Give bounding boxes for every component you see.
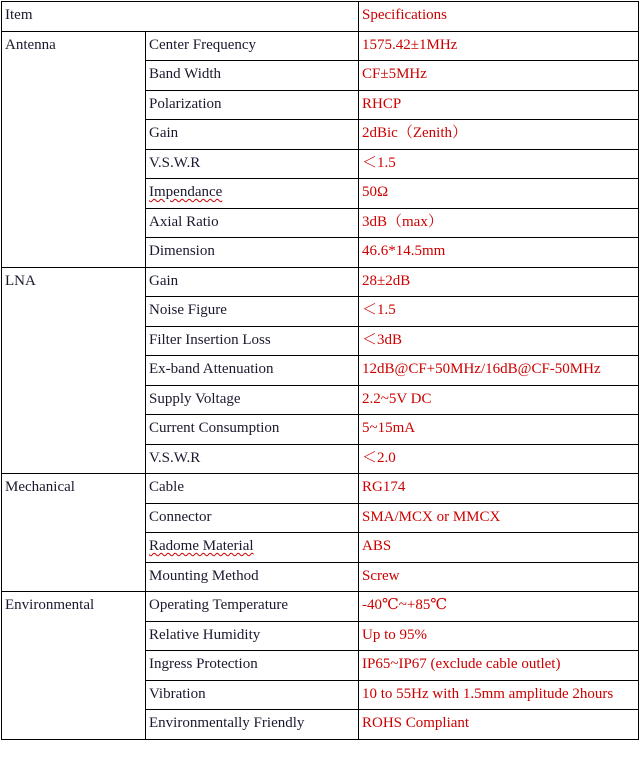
parameter-label: Ingress Protection xyxy=(149,656,258,672)
parameter-cell xyxy=(146,31,359,61)
specifications-table xyxy=(1,1,639,740)
parameter-label: V.S.W.R xyxy=(149,449,201,466)
parameter-label: Band Width xyxy=(149,66,222,82)
parameter-label: Center Frequency xyxy=(149,36,257,53)
parameter-label: Impendance xyxy=(149,184,223,200)
value-cell: RG174 xyxy=(359,474,639,504)
parameter-label: Relative Humidity xyxy=(149,626,261,643)
parameter-cell xyxy=(146,503,359,533)
value-cell: -40℃~+85℃ xyxy=(359,592,639,622)
table-row xyxy=(2,474,639,504)
parameter-label: Polarization xyxy=(149,95,222,112)
parameter-cell xyxy=(146,415,359,445)
parameter-cell xyxy=(146,562,359,592)
parameter-cell xyxy=(146,120,359,150)
header-item-cell: Item xyxy=(2,2,359,32)
parameter-cell xyxy=(146,90,359,120)
value-cell: ABS xyxy=(359,533,639,563)
parameter-label: Filter Insertion Loss xyxy=(149,331,271,348)
specifications-table-body xyxy=(2,2,639,740)
table-row xyxy=(2,31,639,61)
value-cell: 2.2~5V DC xyxy=(359,385,639,415)
value-cell: ＜1.5 xyxy=(359,149,639,179)
parameter-cell xyxy=(146,297,359,327)
table-row xyxy=(2,592,639,622)
parameter-label: Ex-band Attenuation xyxy=(149,361,274,377)
parameter-cell xyxy=(146,267,359,297)
value-cell: RHCP xyxy=(359,90,639,120)
group-name-cell: Mechanical xyxy=(2,474,146,592)
group-name-cell: Environmental xyxy=(2,592,146,740)
value-cell: ＜1.5 xyxy=(359,297,639,327)
value-cell: ＜2.0 xyxy=(359,444,639,474)
parameter-cell xyxy=(146,651,359,681)
value-cell: 5~15mA xyxy=(359,415,639,445)
parameter-cell xyxy=(146,474,359,504)
value-cell: 10 to 55Hz with 1.5mm amplitude 2hours xyxy=(359,680,639,710)
parameter-label: Dimension xyxy=(149,243,215,259)
parameter-label: Cable xyxy=(149,479,184,495)
parameter-cell xyxy=(146,238,359,268)
group-name-cell: Antenna xyxy=(2,31,146,267)
header-specifications-cell: Specifications xyxy=(359,2,639,32)
parameter-label: Environmentally Friendly xyxy=(149,715,305,731)
parameter-label: Noise Figure xyxy=(149,302,227,318)
parameter-label: Vibration xyxy=(149,685,206,702)
parameter-cell xyxy=(146,710,359,740)
parameter-label: Axial Ratio xyxy=(149,213,219,230)
header-row xyxy=(2,2,639,32)
value-cell: SMA/MCX or MMCX xyxy=(359,503,639,533)
parameter-cell xyxy=(146,208,359,238)
parameter-cell xyxy=(146,533,359,563)
value-cell: ROHS Compliant xyxy=(359,710,639,740)
value-cell: 1575.42±1MHz xyxy=(359,31,639,61)
parameter-cell xyxy=(146,385,359,415)
parameter-cell xyxy=(146,592,359,622)
parameter-label: Current Consumption xyxy=(149,420,280,436)
parameter-cell xyxy=(146,326,359,356)
parameter-cell xyxy=(146,444,359,474)
parameter-label: Gain xyxy=(149,272,179,289)
parameter-cell xyxy=(146,61,359,91)
value-cell: 2dBic（Zenith） xyxy=(359,120,639,150)
parameter-cell xyxy=(146,149,359,179)
value-cell: ＜3dB xyxy=(359,326,639,356)
parameter-label: Radome Material xyxy=(149,538,254,554)
value-cell: Screw xyxy=(359,562,639,592)
parameter-label: Connector xyxy=(149,508,212,525)
parameter-label: Gain xyxy=(149,125,179,141)
table-row xyxy=(2,267,639,297)
value-cell: CF±5MHz xyxy=(359,61,639,91)
parameter-label: V.S.W.R xyxy=(149,154,201,171)
value-cell: 46.6*14.5mm xyxy=(359,238,639,268)
parameter-label: Supply Voltage xyxy=(149,390,241,407)
parameter-cell xyxy=(146,356,359,386)
value-cell: Up to 95% xyxy=(359,621,639,651)
value-cell: IP65~IP67 (exclude cable outlet) xyxy=(359,651,639,681)
parameter-cell xyxy=(146,179,359,209)
parameter-label: Mounting Method xyxy=(149,567,259,584)
parameter-cell xyxy=(146,621,359,651)
parameter-label: Operating Temperature xyxy=(149,597,289,613)
value-cell: 12dB@CF+50MHz/16dB@CF-50MHz xyxy=(359,356,639,386)
value-cell: 28±2dB xyxy=(359,267,639,297)
group-name-cell: LNA xyxy=(2,267,146,474)
parameter-cell xyxy=(146,680,359,710)
value-cell: 3dB（max） xyxy=(359,208,639,238)
value-cell: 50Ω xyxy=(359,179,639,209)
